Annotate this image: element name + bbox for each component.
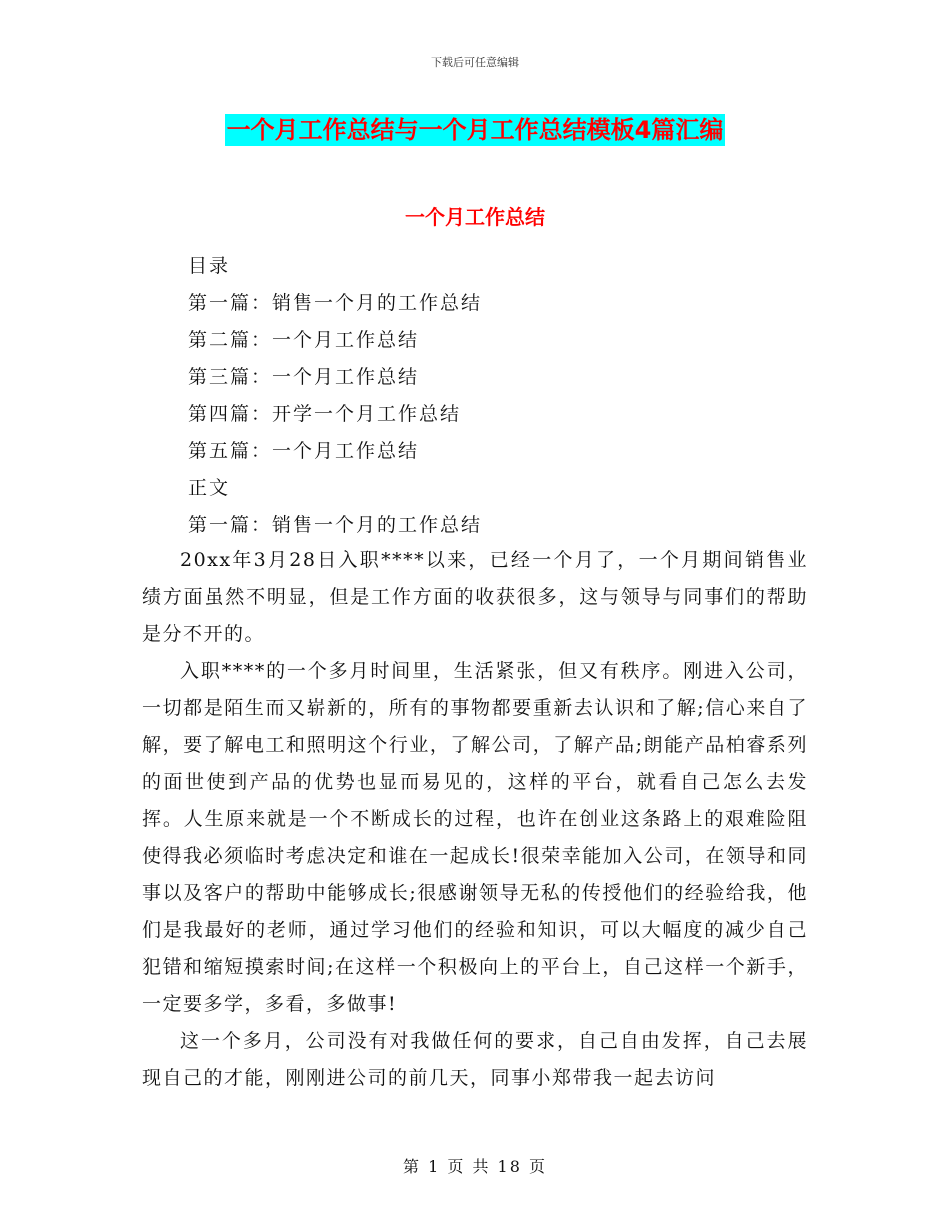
article-title: 第一篇：销售一个月的工作总结 (188, 514, 483, 536)
body-heading: 正文 (188, 477, 231, 499)
toc-item: 第五篇：一个月工作总结 (188, 440, 420, 462)
table-of-contents (188, 248, 482, 544)
paragraph: 20xx年3月28日入职****以来，已经一个月了，一个月期间销售业绩方面虽然不明显，但是工作方面的收获很多，这与领导与同事们的帮助是分不开的。 (142, 549, 808, 645)
toc-item: 第四篇：开学一个月工作总结 (188, 403, 462, 425)
main-title: 一个月工作总结与一个月工作总结模板4篇汇编 (226, 116, 724, 144)
toc-heading: 目录 (188, 255, 231, 277)
paragraph: 入职****的一个多月时间里，生活紧张，但又有秩序。刚进入公司，一切都是陌生而又崭新的，所有的事物都要重新去认识和了解;信心来自了解，要了解电工和照明这个行业，了解公司，了解产品;朗能产品柏睿系列的面世使到产品的优势也显而易见的，这样的平台，就看自己怎么去发挥。人生原来就是一个不断成长的过程，也许在创业这条路上的艰难险阻使得我必须临时考虑决定和谁在一起成长!很荣幸能加入公司，在领导和同事以及客户的帮助中能够成长;很感谢领导无私的传授他们的经验给我，他们是我最好的老师，通过学习他们的经验和知识，可以大幅度的减少自己犯错和缩短摸索时间;在这样一个积极向上的平台上，自己这样一个新手，一定要多学，多看，多做事! (142, 660, 808, 1015)
header-note: 下载后可任意编辑 (431, 56, 519, 69)
toc-item: 第一篇：销售一个月的工作总结 (188, 292, 483, 314)
toc-item: 第三篇：一个月工作总结 (188, 366, 420, 388)
main-title-container (0, 114, 950, 146)
toc-item: 第二篇：一个月工作总结 (188, 329, 420, 351)
sub-title: 一个月工作总结 (405, 205, 545, 229)
paragraph: 这一个多月，公司没有对我做任何的要求，自己自由发挥，自己去展现自己的才能，刚刚进公司的前几天，同事小郑带我一起去访问 (142, 1030, 808, 1089)
page-footer: 第 1 页 共 18 页 (403, 1157, 547, 1176)
article-body (142, 542, 808, 1097)
